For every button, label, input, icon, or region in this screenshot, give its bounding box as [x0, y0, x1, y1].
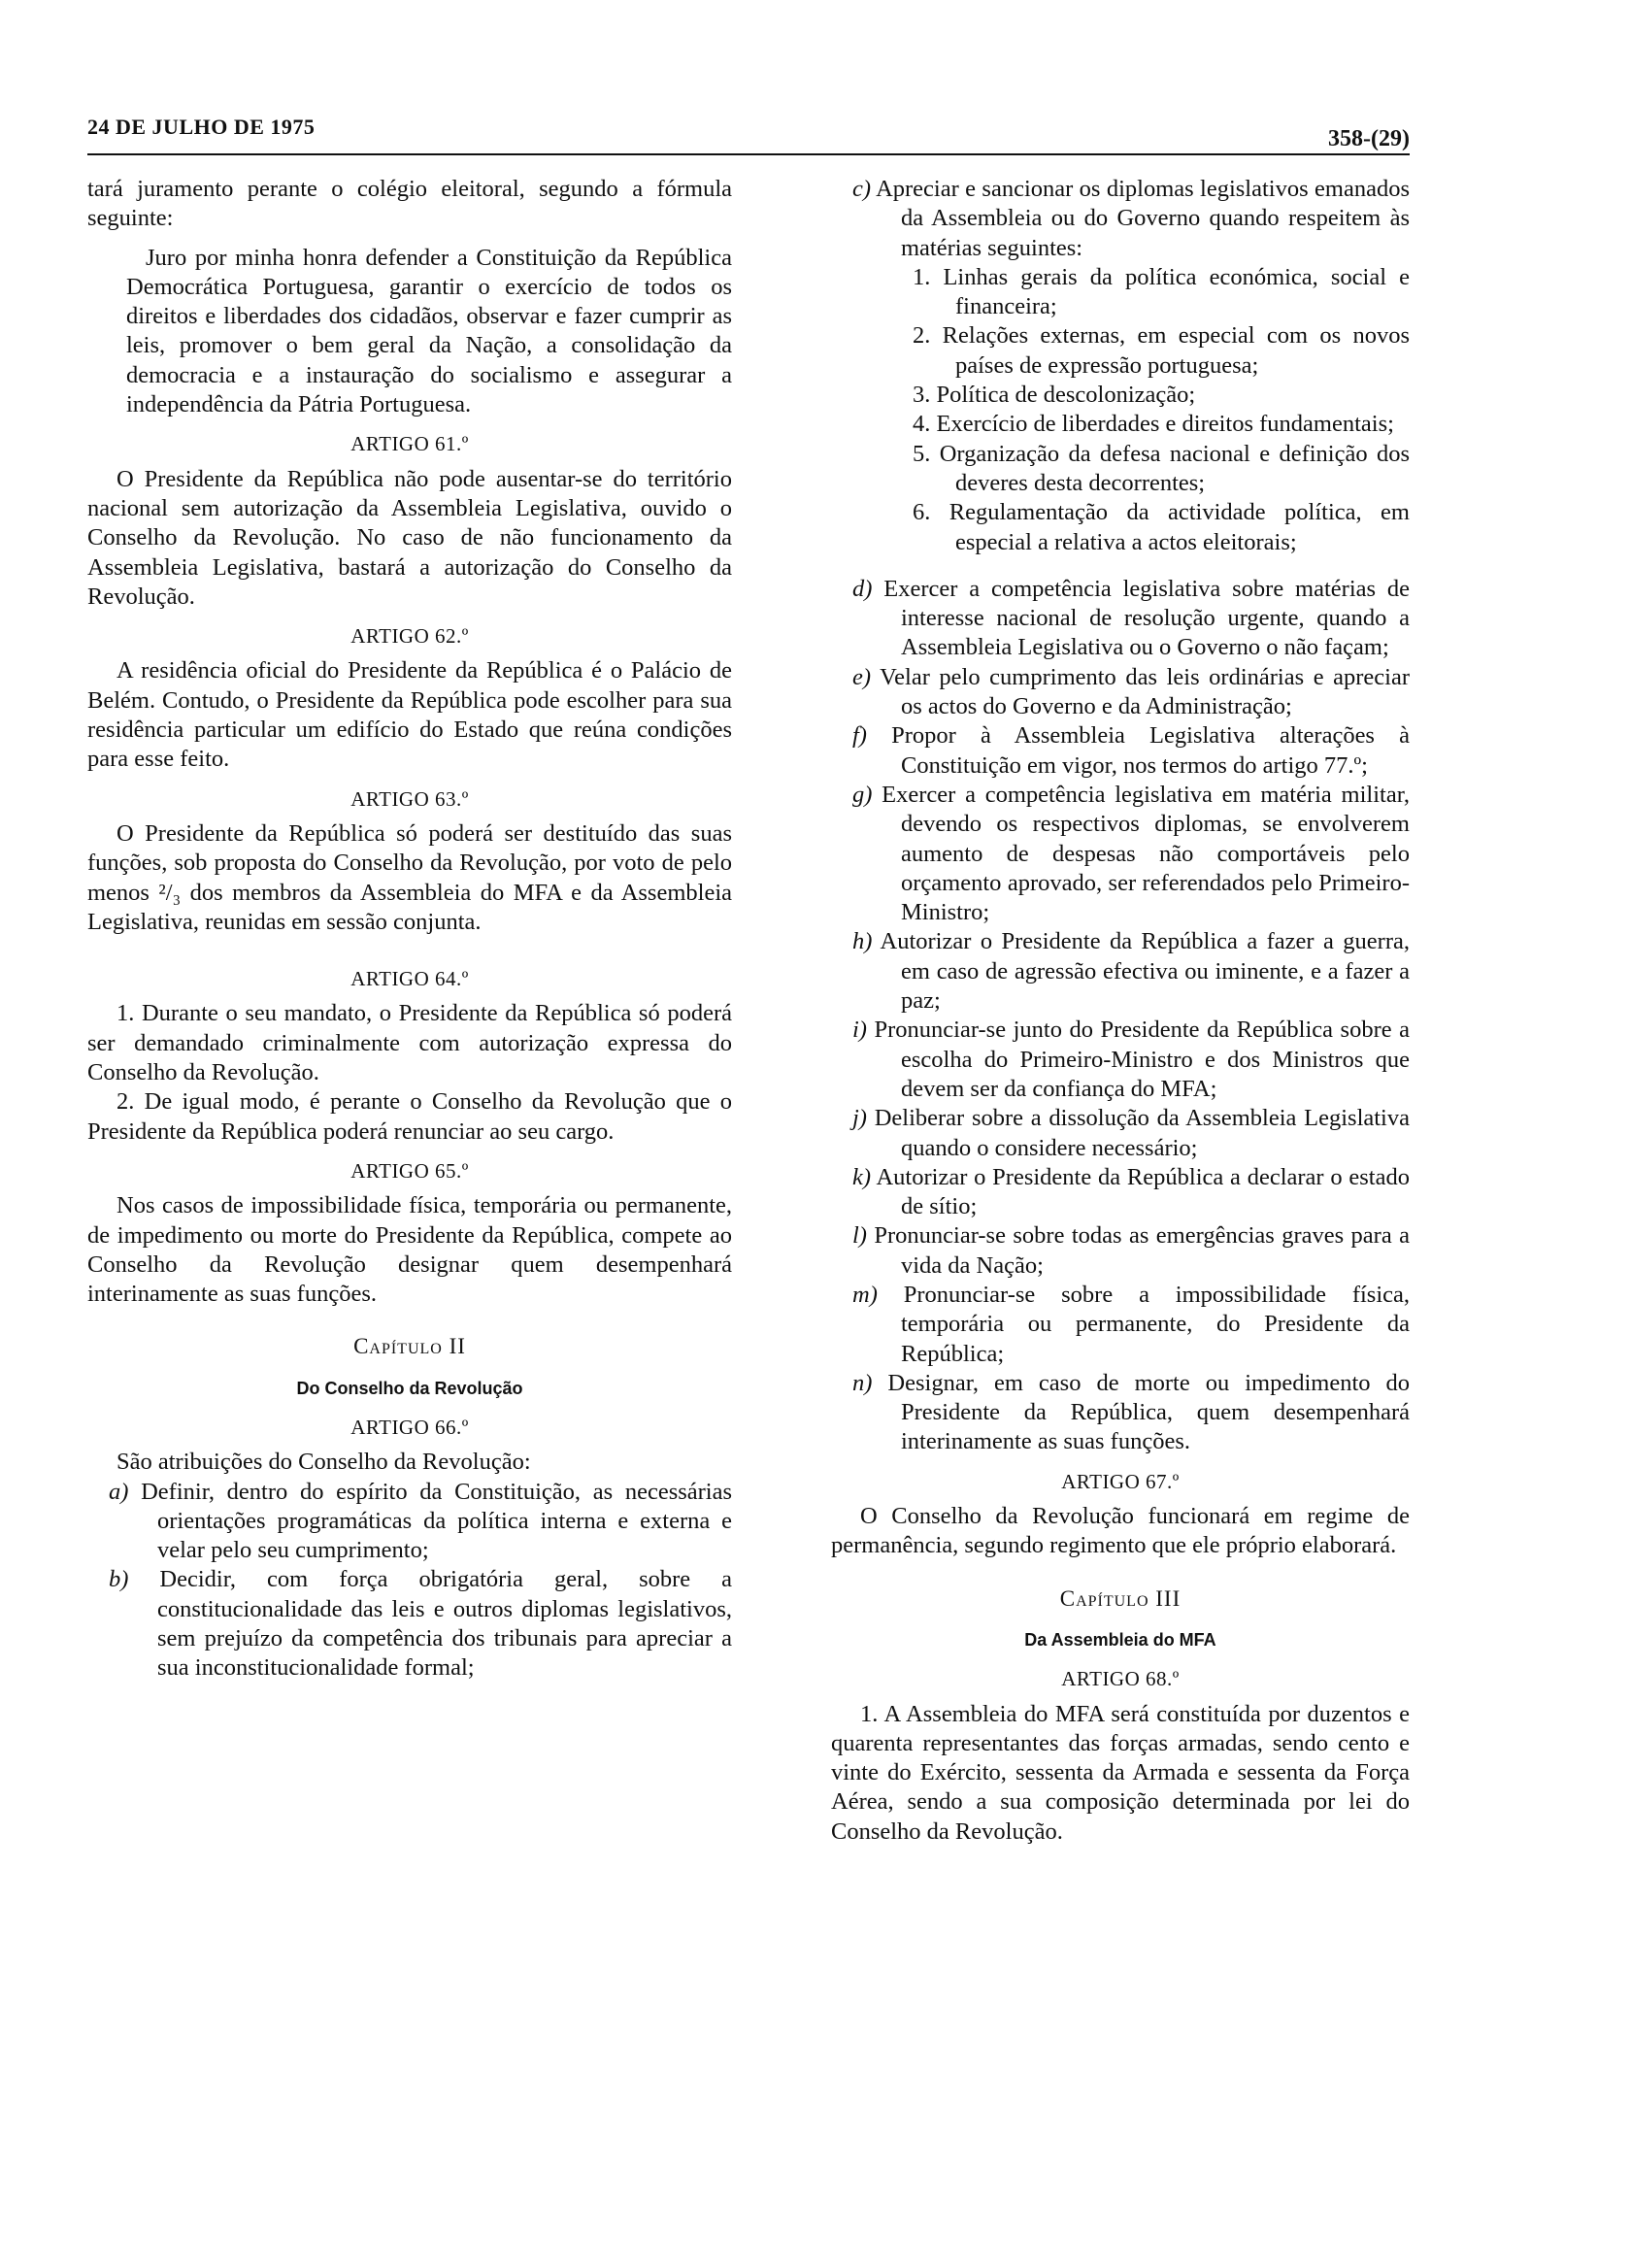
article-heading: ARTIGO 65.º — [350, 1158, 469, 1183]
item-label: h) — [852, 928, 873, 955]
item-label: g) — [852, 781, 873, 808]
item-text: Apreciar e sancionar os diplomas legislativos emanados da Assembleia ou do Governo quando respeitem às matérias seguintes: — [876, 176, 1410, 261]
chapter-title: Da Assembleia do MFA — [1024, 1629, 1216, 1650]
paragraph: 2. De igual modo, é perante o Conselho da Revolução que o Presidente da República poderá renunciar ao seu cargo. — [87, 1088, 732, 1145]
item-text: Definir, dentro do espírito da Constituição, as necessárias orientações programáticas da política interna e externa e velar pelo seu cumprimento; — [141, 1478, 733, 1564]
page-number: 358-(29) — [1328, 126, 1410, 151]
sub-list-item: 1. Linhas gerais da política económica, social e financeira; — [913, 263, 1410, 320]
list-item — [831, 575, 1410, 663]
list-item — [831, 927, 1410, 1016]
sub-list-item: 3. Política de descolonização; — [913, 382, 1196, 409]
list-item — [831, 1163, 1410, 1222]
list-item — [831, 1221, 1410, 1281]
item-text: Designar, em caso de morte ou impedimento do Presidente da República, quem desempenhará interinamente as suas funções. — [887, 1369, 1410, 1455]
list-item — [831, 721, 1410, 781]
paragraph: A residência oficial do Presidente da República é o Palácio de Belém. Contudo, o Presidente da República pode escolher para sua residência particular um edifício do Estado que reúna condições para esse feito. — [87, 657, 732, 773]
item-text: Autorizar o Presidente da República a fazer a guerra, em caso de agressão efectiva ou iminente, e a fazer a paz; — [880, 928, 1410, 1015]
header-rule — [87, 153, 1410, 155]
right-column — [831, 175, 1410, 1847]
list-item — [831, 781, 1410, 927]
paragraph: O Conselho da Revolução funcionará em regime de permanência, segundo regimento que ele próprio elaborará. — [831, 1503, 1410, 1559]
item-label: i) — [852, 1017, 867, 1044]
paragraph: tará juramento perante o colégio eleitoral, segundo a fórmula seguinte: — [87, 176, 732, 232]
paragraph: Nos casos de impossibilidade física, temporária ou permanente, de impedimento ou morte do Presidente da República, compete ao Conselho da Revolução designar quem desempenhará interinamente as suas funções. — [87, 1192, 732, 1308]
item-label: k) — [852, 1163, 872, 1190]
item-text: Autorizar o Presidente da República a declarar o estado de sítio; — [876, 1163, 1410, 1220]
item-label: d) — [852, 575, 873, 602]
list-item — [831, 1281, 1410, 1369]
chapter-title: Do Conselho da Revolução — [296, 1378, 523, 1398]
item-text: Pronunciar-se sobre todas as emergências graves para a vida da Nação; — [874, 1222, 1411, 1279]
item-text: Exercer a competência legislativa em matéria militar, devendo os respectivos diplomas, se envolverem aumento de despesas não comportáveis pelo orçamento aprovado, ser referendados pelo Primeiro-Ministro; — [882, 781, 1411, 926]
item-text: Deliberar sobre a dissolução da Assembleia Legislativa quando o considere necessário; — [874, 1105, 1410, 1161]
article-heading: ARTIGO 66.º — [350, 1415, 469, 1439]
page-header — [87, 115, 1410, 153]
sub-list-item: 2. Relações externas, em especial com os novos países de expressão portuguesa; — [913, 322, 1410, 379]
item-label: f) — [852, 722, 867, 750]
chapter-heading: Capítulo III — [1059, 1585, 1182, 1611]
item-label: a) — [109, 1478, 129, 1505]
item-text: Exercer a competência legislativa sobre matérias de interesse nacional de resolução urgente, quando a Assembleia Legislativa ou o Governo o não façam; — [883, 575, 1410, 661]
item-label: b) — [109, 1566, 129, 1593]
list-item — [831, 663, 1410, 722]
sub-list-item: 6. Regulamentação da actividade política, em especial a relativa a actos eleitorais; — [913, 499, 1410, 555]
oath-quote: Juro por minha honra defender a Constituição da República Democrática Portuguesa, garantir o exercício de todos os direitos e liberdades dos cidadãos, observar e fazer cumprir as leis, promover o bem geral da Nação, a consolidação da democracia e a instauração do socialismo e assegurar a independência da Pátria Portuguesa. — [126, 244, 732, 418]
list-item — [831, 1369, 1410, 1457]
item-label: e) — [852, 663, 872, 690]
list-item — [87, 1565, 732, 1683]
paragraph: O Presidente da República não pode ausentar-se do território nacional sem autorização da Assembleia Legislativa, ouvido o Conselho da Revolução. No caso de não funcionamento da Assembleia Legislativa, bastará a autorização do Conselho da Revolução. — [87, 465, 732, 610]
paragraph: 1. Durante o seu mandato, o Presidente da República só poderá ser demandado criminalmente com autorização expressa do Conselho da Revolução. — [87, 1000, 732, 1086]
sub-list-item: 4. Exercício de liberdades e direitos fundamentais; — [913, 411, 1394, 438]
header-date: 24 DE JULHO DE 1975 — [87, 115, 316, 139]
list-item — [831, 1016, 1410, 1104]
list-item — [87, 1478, 732, 1566]
article-heading: ARTIGO 67.º — [1061, 1469, 1180, 1493]
article-heading: ARTIGO 61.º — [350, 432, 469, 456]
item-label: m) — [852, 1281, 878, 1308]
item-text: Pronunciar-se junto do Presidente da República sobre a escolha do Primeiro-Ministro e dos Ministros que devem ser da confiança do MFA; — [874, 1017, 1411, 1102]
left-column — [87, 175, 732, 1684]
sub-list-item: 5. Organização da defesa nacional e definição dos deveres desta decorrentes; — [913, 440, 1410, 496]
list-item — [831, 175, 1410, 263]
article-heading: ARTIGO 68.º — [1061, 1667, 1180, 1691]
paragraph: São atribuições do Conselho da Revolução: — [116, 1449, 531, 1476]
item-label: n) — [852, 1369, 873, 1396]
item-text: Pronunciar-se sobre a impossibilidade física, temporária ou permanente, do Presidente da República; — [901, 1281, 1410, 1367]
paragraph: O Presidente da República só poderá ser destituído das suas funções, sob proposta do Conselho da Revolução, por voto de pelo menos ²/₃ dos membros da Assembleia do MFA e da Assembleia Legislativa, reunidas em sessão conjunta. — [87, 819, 732, 935]
item-label: l) — [852, 1222, 867, 1250]
article-heading: ARTIGO 62.º — [350, 624, 469, 649]
item-text: Propor à Assembleia Legislativa alterações à Constituição em vigor, nos termos do artigo 77.º; — [891, 722, 1410, 779]
item-label: j) — [852, 1105, 867, 1132]
article-heading: ARTIGO 63.º — [350, 786, 469, 811]
item-text: Decidir, com força obrigatória geral, sobre a constitucionalidade das leis e outros diplomas legislativos, sem prejuízo da competência dos tribunais para apreciar a sua inconstitucionalidade formal; — [157, 1566, 733, 1682]
paragraph: 1. A Assembleia do MFA será constituída por duzentos e quarenta representantes das forças armadas, sendo cento e vinte do Exército, sessenta da Armada e sessenta da Força Aérea, sendo a sua composição determinada por lei do Conselho da Revolução. — [831, 1700, 1410, 1845]
article-heading: ARTIGO 64.º — [350, 967, 469, 991]
chapter-heading: Capítulo II — [353, 1334, 466, 1359]
item-label: c) — [852, 176, 872, 202]
list-item — [831, 1104, 1410, 1163]
item-text: Velar pelo cumprimento das leis ordinárias e apreciar os actos do Governo e da Administração; — [880, 663, 1410, 720]
